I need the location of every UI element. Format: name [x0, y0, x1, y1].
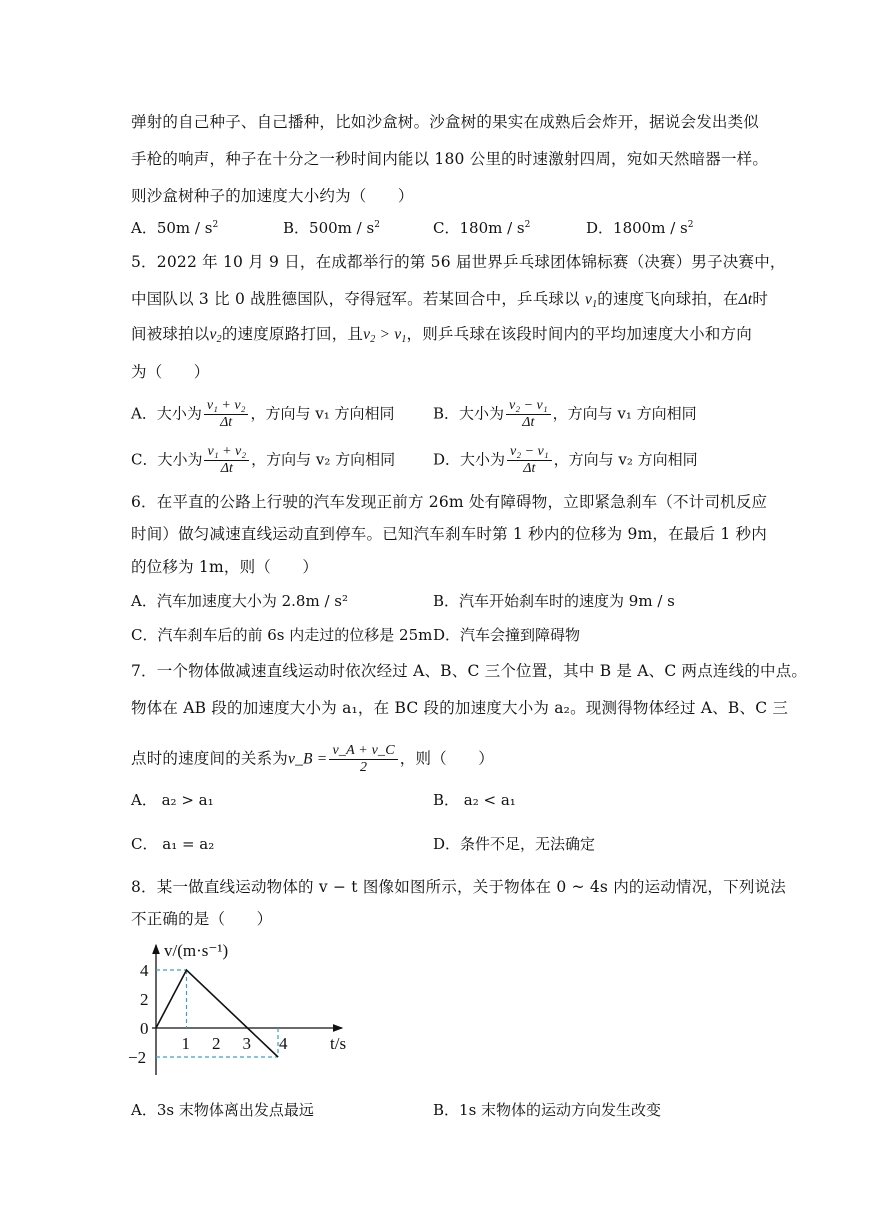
x-tick-label: 4	[279, 1034, 288, 1053]
y-tick-label: 4	[140, 961, 149, 980]
y-axis-label: v/(m·s⁻¹)	[164, 941, 229, 960]
q4-line-2: 手枪的响声，种子在十分之一秒时间内能以 180 公里的时速激射四周，宛如天然暗器一样。	[131, 150, 769, 168]
y-tick-label: 2	[140, 990, 149, 1009]
q8-line-1: 8．某一做直线运动物体的 v − t 图像如图所示，关于物体在 0 ~ 4s 内的运动情况，下列说法	[131, 878, 786, 896]
x-tick-label: 3	[242, 1034, 251, 1053]
q5-option-d: D．大小为 $\frac{\text{v₂ − v₁}}{\Delta t}$ ，方向与 v₂ 方向相同	[433, 444, 698, 476]
q6-line-2: 时间）做匀减速直线运动直到停车。已知汽车刹车时第 1 秒内的位移为 9m，在最后 1 秒内	[131, 525, 767, 543]
q5-option-a: A．大小为 $\frac{\text{v₁ + v₂}}{\Delta t}$ ，方向与 v₁ 方向相同	[131, 398, 395, 430]
y-tick-label: 0	[140, 1019, 149, 1038]
y-tick-labels	[128, 961, 149, 1067]
q5-option-b: B．大小为 $\frac{\text{v₂ − v₁}}{\Delta t}$ ，方向与 v₁ 方向相同	[433, 398, 697, 430]
q5-line-1: 5．2022 年 10 月 9 日，在成都举行的第 56 届世界乒乓球团体锦标赛（决赛）男子决赛中，	[131, 253, 786, 271]
q8-line-2: 不正确的是（ ）	[131, 910, 273, 928]
q5-line-2: 中国队以 3 比 0 战胜德国队，夺得冠军。若某回合中，乒乓球以 $v_1$的速度飞向球拍，在Δt时	[131, 290, 769, 310]
q7-line-2: 物体在 AB 段的加速度大小为 a₁，在 BC 段的加速度大小为 a₂。现测得物体经过 A、B、C 三	[131, 699, 789, 717]
q6-option-b: B．汽车开始刹车时的速度为 9m / s	[433, 592, 675, 610]
q4-option-d: D．$1800m / s^2$	[586, 219, 694, 237]
q4-option-b: B．$500m / s^2$	[283, 219, 380, 237]
q7-option-d: D．条件不足，无法确定	[433, 835, 596, 853]
q5-line-3: 间被球拍以$v_2$的速度原路打回，且$v_2 > v_1$，则乒乓球在该段时间内的平均加速度大小和方向	[131, 325, 752, 345]
x-axis-label: t/s	[330, 1034, 347, 1053]
x-tick-label: 1	[181, 1034, 190, 1053]
q8-option-b: B．1s 末物体的运动方向发生改变	[433, 1101, 662, 1119]
q8-option-a: A．3s 末物体离出发点最远	[131, 1101, 314, 1119]
q7-option-a: A． a₂ > a₁	[131, 791, 214, 809]
q6-option-a: A．汽车加速度大小为 2.8m / s²	[131, 592, 348, 610]
x-tick-labels	[182, 1034, 289, 1053]
vt-graph	[120, 935, 370, 1084]
x-tick-label: 2	[212, 1034, 221, 1053]
q4-line-3: 则沙盒树种子的加速度大小约为（ ）	[131, 187, 414, 205]
q6-line-3: 的位移为 1m，则（ ）	[131, 558, 319, 576]
y-tick-label: −2	[128, 1048, 147, 1067]
q7-option-b: B． a₂ < a₁	[433, 791, 516, 809]
q7-option-c: C． a₁ = a₂	[131, 835, 215, 853]
vt-graph-svg	[120, 935, 370, 1080]
q4-option-a: A．$50m / s^2$	[131, 219, 219, 237]
q5-line-4: 为（ ）	[131, 363, 210, 381]
q4-option-c: C．$180m / s^2$	[433, 219, 531, 237]
q6-option-d: D．汽车会撞到障碍物	[433, 626, 581, 644]
q6-line-1: 6．在平直的公路上行驶的汽车发现正前方 26m 处有障碍物，立即紧急刹车（不计司机反应	[131, 493, 768, 511]
q7-line-1: 7．一个物体做减速直线运动时依次经过 A、B、C 三个位置，其中 B 是 A、C 两点连线的中点。	[131, 662, 808, 680]
q5-option-c: C．大小为 $\frac{\text{v₁ + v₂}}{\Delta t}$ ，方向与 v₂ 方向相同	[131, 444, 396, 476]
q6-option-c: C．汽车刹车后的前 6s 内走过的位移是 25m	[131, 626, 433, 644]
q4-line-1: 弹射的自己种子、自己播种，比如沙盒树。沙盒树的果实在成熟后会炸开，据说会发出类似	[131, 113, 760, 131]
q7-line-3: 点时的速度间的关系为v_B = $\frac{v\_A + v\_C}{2}$ ，则（ ）	[131, 743, 494, 775]
